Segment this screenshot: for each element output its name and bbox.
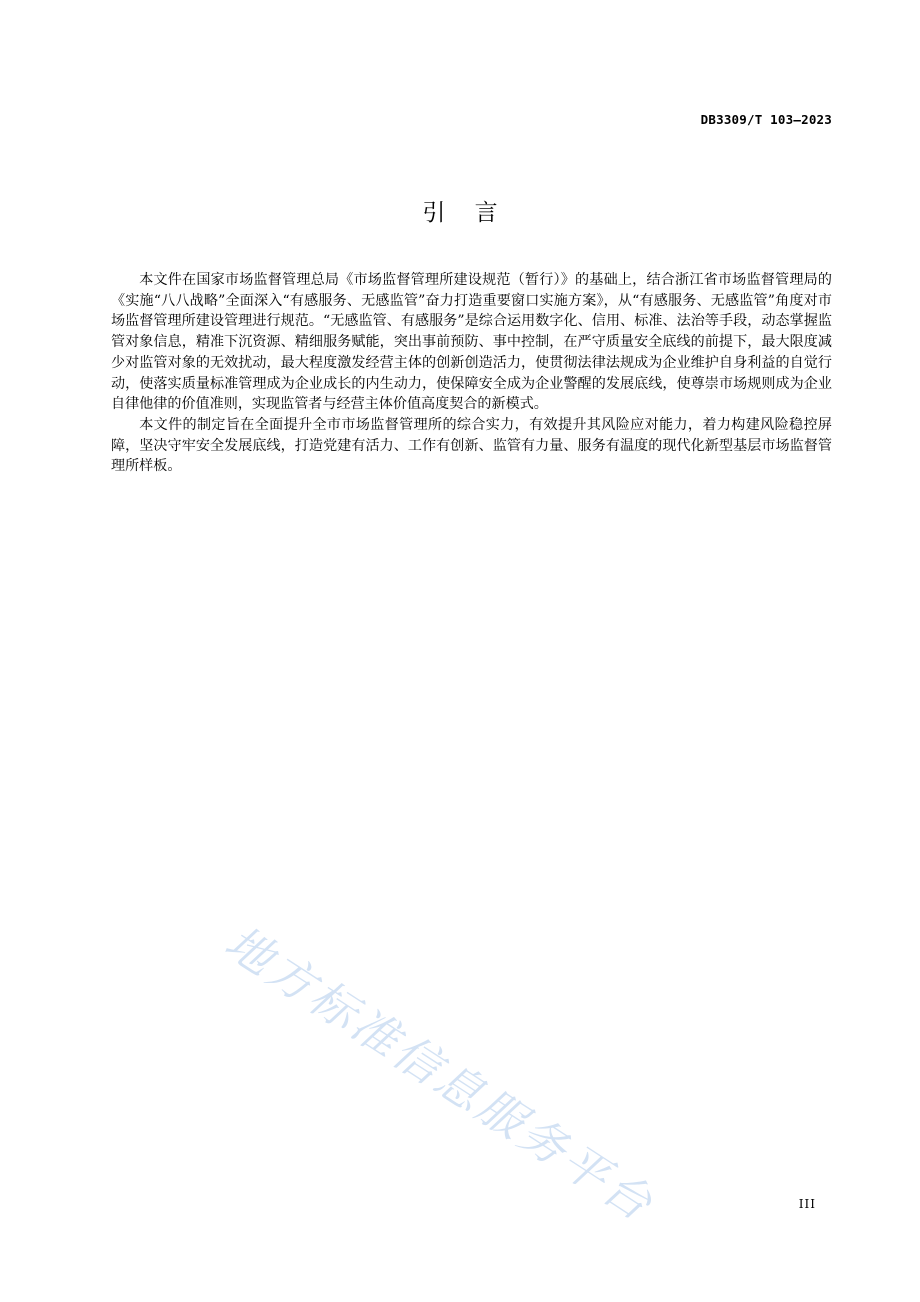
page-number: III — [798, 1197, 816, 1211]
standard-code: DB3309/T 103—2023 — [700, 112, 832, 127]
paragraph-1: 本文件在国家市场监督管理总局《市场监督管理所建设规范（暂行）》的基础上，结合浙江省市场监督管理局的《实施“八八战略”全面深入“有感服务、无感监管”奋力打造重要窗口实施方案》，从“有感服务、无感监管”角度对市场监督管理所建设管理进行规范。“无感监管、有感服务”是综合运用数字化、信用、标准、法治等手段，动态掌握监管对象信息，精准下沉资源、精细服务赋能，突出事前预防、事中控制，在严守质量安全底线的前提下，最大限度减少对监管对象的无效扰动，最大程度激发经营主体的创新创造活力，使贯彻法律法规成为企业维护自身利益的自觉行动，使落实质量标准管理成为企业成长的内生动力，使保障安全成为企业警醒的发展底线，使尊崇市场规则成为企业自律他律的价值准则，实现监管者与经营主体价值高度契合的新模式。 — [111, 272, 832, 413]
paragraph-2: 本文件的制定旨在全面提升全市市场监督管理所的综合实力，有效提升其风险应对能力，着力构建风险稳控屏障，坚决守牢安全发展底线，打造党建有活力、工作有创新、监管有力量、服务有温度的现代化新型基层市场监督管理所样板。 — [111, 416, 832, 475]
body-text — [111, 270, 832, 477]
section-title: 引 言 — [422, 200, 498, 226]
watermark: 地方标准信息服务平台 — [215, 914, 665, 1233]
